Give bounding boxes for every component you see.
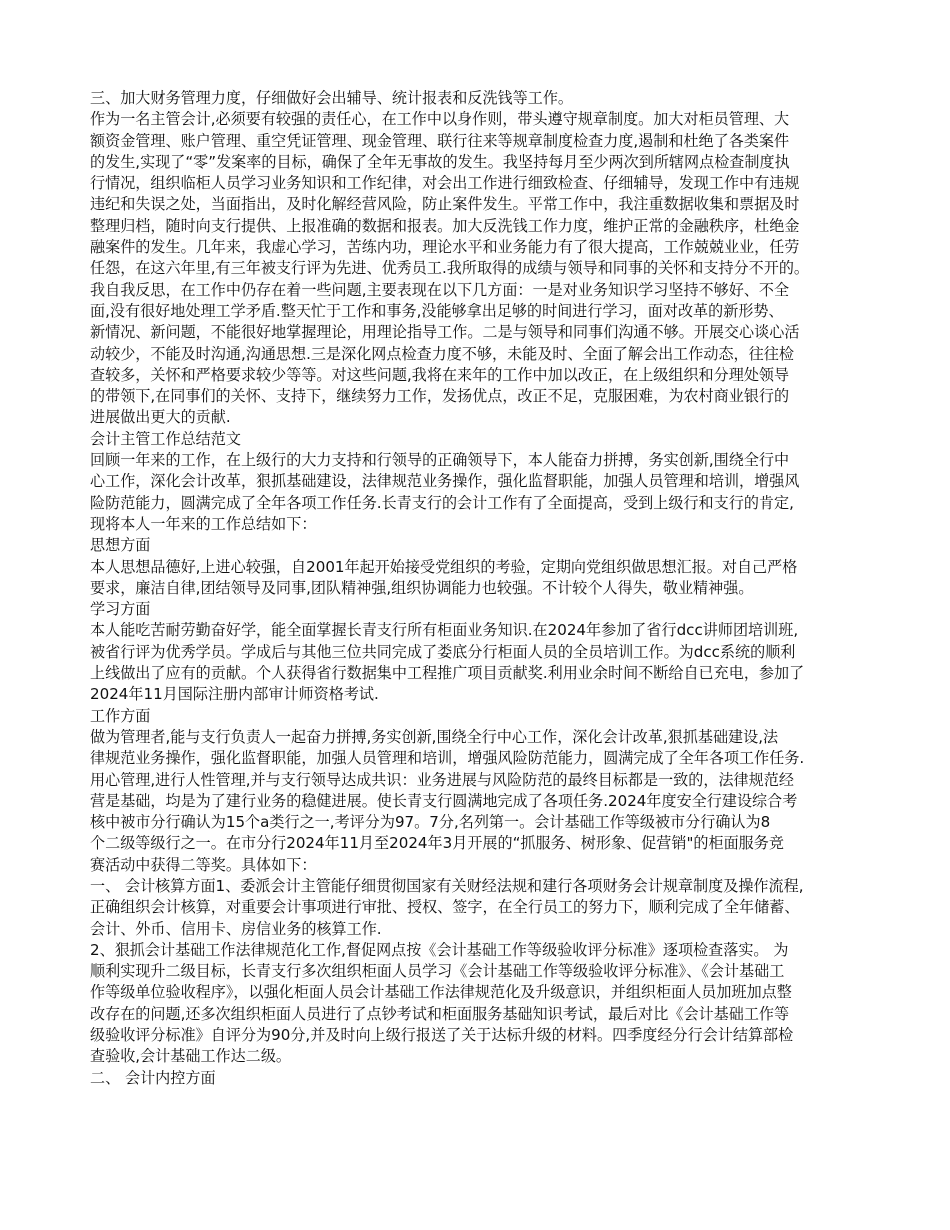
text-line: 面,没有很好地处理工学矛盾.整天忙于工作和事务,没能够拿出足够的时间进行学习，面对改革的新形势、 bbox=[90, 301, 784, 320]
text-line: 违纪和失误之处，当面指出，及时化解经营风险，防止案件发生。平常工作中，我注重数据收集和票据及时 bbox=[90, 195, 800, 214]
text-line: 行情况，组织临柜人员学习业务知识和工作纪律，对会出工作进行细致检查、仔细辅导，发现工作中有违规 bbox=[90, 174, 800, 193]
text-line: 2、狠抓会计基础工作法律规范化工作,督促网点按《会计基础工作等级验收评分标准》逐项检查落实。 为 bbox=[90, 940, 789, 959]
text-line: 级验收评分标准》自评分为90分,并及时向上级行报送了关于达标升级的材料。四季度经分行会计结算部检 bbox=[90, 1026, 794, 1045]
text-line: 要求，廉洁自律,团结领导及同事,团队精神强,组织协调能力也较强。不计较个人得失，敬业精神强。 bbox=[90, 578, 754, 597]
text-line: 赛活动中获得二等奖。具体如下： bbox=[90, 855, 317, 874]
text-line: 查验收,会计基础工作达二级。 bbox=[90, 1047, 292, 1066]
text-line: 心工作，深化会计改革，狠抓基础建设，法律规范业务操作，强化监督职能，加强人员管理和培训，增强风 bbox=[90, 472, 800, 491]
text-line: 工作方面 bbox=[90, 706, 151, 725]
text-line: 律规范业务操作，强化监督职能，加强人员管理和培训，增强风险防范能力，圆满完成了全年各项工作任务. bbox=[90, 749, 805, 768]
text-line: 现将本人一年来的工作总结如下： bbox=[90, 514, 317, 533]
text-line: 的带领下,在同事们的关怀、支持下，继续努力工作，发扬优点，改正不足，克服困难，为农村商业银行的 bbox=[90, 387, 790, 406]
text-line: 会计、外币、信用卡、房信业务的核算工作. bbox=[90, 919, 382, 938]
text-line: 做为管理者,能与支行负责人一起奋力拼搏,务实创新,围绕全行中心工作，深化会计改革,狠抓基础建设,法 bbox=[90, 727, 779, 746]
text-line: 核中被市分行确认为15个a类行之一,考评分为97。7分,名列第一。会计基础工作等级被市分行确认为8 bbox=[90, 813, 771, 832]
text-line: 学习方面 bbox=[90, 600, 151, 619]
text-line: 额资金管理、账户管理、重空凭证管理、现金管理、联行往来等规章制度检查力度,遏制和杜绝了各类案件 bbox=[90, 131, 790, 150]
text-line: 上线做出了应有的贡献。个人获得省行数据集中工程推广项目贡献奖.利用业余时间不断给自已充电，参加了 bbox=[90, 664, 805, 683]
text-line: 会计主管工作总结范文 bbox=[90, 429, 241, 448]
text-line: 一、 会计核算方面1、委派会计主管能仔细贯彻国家有关财经法规和建行各项财务会计规章制度及操作流程, bbox=[90, 876, 804, 895]
text-line: 险防范能力，圆满完成了全年各项工作任务.长青支行的会计工作有了全面提高，受到上级行和支行的肯定, bbox=[90, 493, 794, 512]
text-line: 动较少，不能及时沟通,沟通思想.三是深化网点检查力度不够，未能及时、全面了解会出工作动态，往往检 bbox=[90, 344, 794, 363]
text-line: 本人能吃苦耐劳勤奋好学，能全面掌握长青支行所有柜面业务知识.在2024年参加了省行dcc讲师团培训班, bbox=[90, 621, 799, 640]
text-line: 改存在的问题,还多次组织柜面人员进行了点钞考试和柜面服务基础知识考试，最后对比《会计基础工作等 bbox=[90, 1004, 790, 1023]
text-line: 2024年11月国际注册内部审计师资格考试. bbox=[90, 685, 379, 704]
text-line: 用心管理,进行人性管理,并与支行领导达成共识：业务进展与风险防范的最终目标都是一致的，法律规范经 bbox=[90, 770, 794, 789]
text-line: 营是基础，均是为了建行业务的稳健进展。使长青支行圆满地完成了各项任务.2024年度安全行建设综合考 bbox=[90, 791, 798, 810]
text-line: 作为一名主管会计,必须要有较强的责任心，在工作中以身作则，带头遵守规章制度。加大对柜员管理、大 bbox=[90, 110, 790, 129]
text-line: 我自我反思，在工作中仍存在着一些问题,主要表现在以下几方面：一是对业务知识学习坚持不够好、不全 bbox=[90, 280, 790, 299]
text-line: 被省行评为优秀学员。学成后与其他三位共同完成了娄底分行柜面人员的全员培训工作。为dcc系统的顺利 bbox=[90, 642, 796, 661]
text-line: 本人思想品德好,上进心较强，自2001年起开始接受党组织的考验，定期向党组织做思想汇报。对自己严格 bbox=[90, 557, 798, 576]
text-line: 进展做出更大的贡献. bbox=[90, 408, 231, 427]
text-line: 个二级等级行之一。在市分行2024年11月至2024年3月开展的“抓服务、树形象、促营销"的柜面服务竞 bbox=[90, 834, 784, 853]
text-line: 查较多，关怀和严格要求较少等等。对这些问题,我将在来年的工作中加以改正，在上级组织和分理处领导 bbox=[90, 365, 790, 384]
text-line: 的发生,实现了“零”发案率的目标，确保了全年无事故的发生。我坚持每月至少两次到所辖网点检查制度执 bbox=[90, 152, 790, 171]
text-line: 思想方面 bbox=[90, 536, 151, 555]
text-line: 融案件的发生。几年来，我虚心学习，苦练内功，理论水平和业务能力有了很大提高，工作兢兢业业，任劳 bbox=[90, 238, 800, 257]
text-line: 正确组织会计核算，对重要会计事项进行审批、授权、签字，在全行员工的努力下，顺利完成了全年储蓄、 bbox=[90, 898, 800, 917]
text-line: 回顾一年来的工作，在上级行的大力支持和行领导的正确领导下，本人能奋力拼搏，务实创新,围绕全行中 bbox=[90, 451, 790, 470]
text-line: 作等级单位验收程序》，以强化柜面人员会计基础工作法律规范化及升级意识，并组织柜面人员加班加点整 bbox=[90, 983, 792, 1002]
text-line: 三、加大财务管理力度，仔细做好会出辅导、统计报表和反洗钱等工作。 bbox=[90, 89, 574, 107]
text-line: 任怨，在这六年里,有三年被支行评为先进、优秀员工.我所取得的成绩与领导和同事的关怀和支持分不开的。 bbox=[90, 259, 810, 278]
text-line: 顺利实现升二级目标，长青支行多次组织柜面人员学习《会计基础工作等级验收评分标准》、《会计基础工 bbox=[90, 962, 785, 981]
document-body bbox=[90, 88, 878, 1089]
text-line: 整理归档，随时向支行提供、上报准确的数据和报表。加大反洗钱工作力度，维护正常的金融秩序，杜绝金 bbox=[90, 216, 800, 235]
text-line: 新情况、新问题，不能很好地掌握理论，用理论指导工作。二是与领导和同事们沟通不够。开展交心谈心活 bbox=[90, 323, 800, 342]
text-line: 二、 会计内控方面 bbox=[90, 1068, 216, 1087]
